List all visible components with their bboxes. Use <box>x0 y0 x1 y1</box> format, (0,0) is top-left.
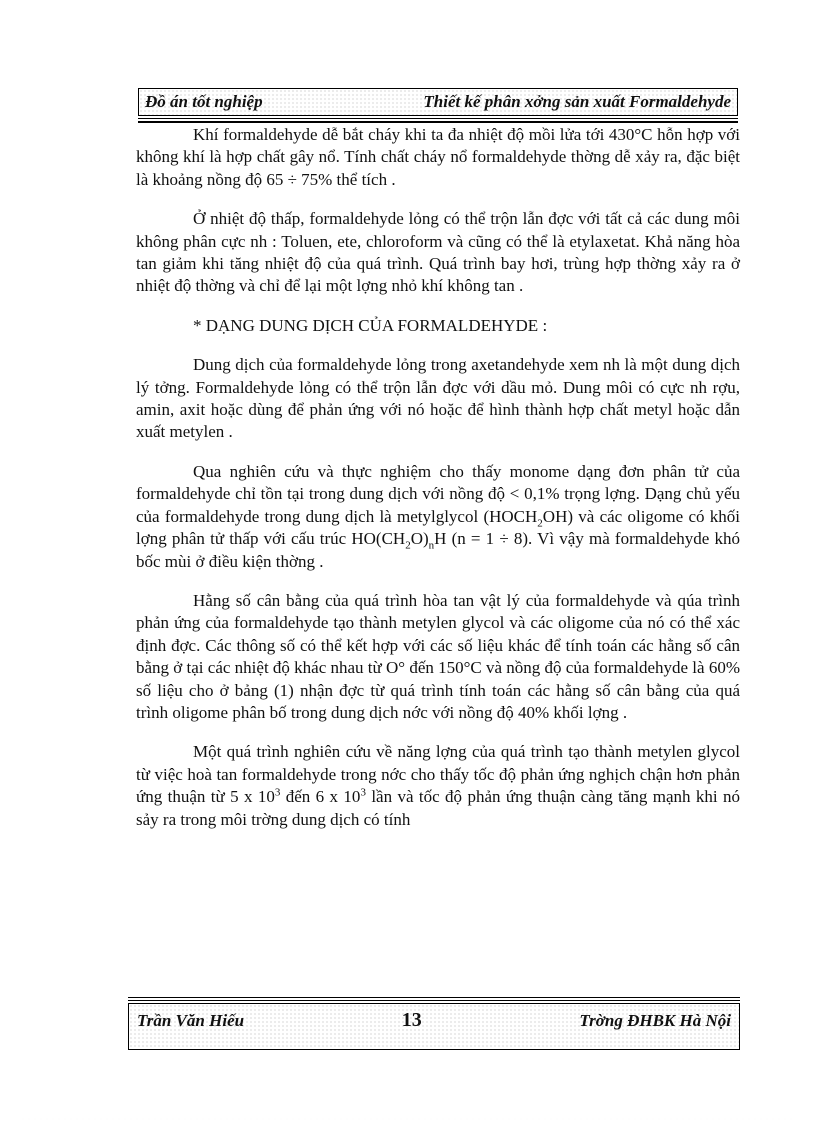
subscript: n <box>428 539 435 552</box>
page-number: 13 <box>401 1009 422 1031</box>
page-edge-dots <box>20 1118 796 1120</box>
paragraph <box>136 461 740 573</box>
section-heading: * DẠNG DUNG DỊCH CỦA FORMALDEHYDE : <box>193 315 548 335</box>
text-run: OH) và các oligome có khối lợng phân tử thấp với cấu trúc HO(CH <box>136 506 740 549</box>
header-left-title: Đồ án tốt nghiệp <box>145 92 263 111</box>
paragraph <box>136 741 740 831</box>
footer-divider <box>128 1000 740 1001</box>
paragraph: Dung dịch của formaldehyde lỏng trong axetandehyde xem nh là một dung dịch lý tởng. Formaldehyde lỏng có thể trộn lẫn đợc với dầu mỏ. Dung môi có cực nh rợu, amin, axit hoặc dùng để phản ứng với nó hoặc để hình thành hợp chất metyl hoặc dẫn xuất metylen . <box>136 355 740 442</box>
footer-line <box>129 1009 739 1032</box>
paragraph: Hằng số cân bằng của quá trình hòa tan vật lý của formaldehyde và qúa trình phản ứng của formaldehyde tạo thành metylen glycol và các oligome của nó có thể xác định đợc. Các thông số có thể kết hợp với các số liệu khác để tính toán các hằng số cân bằng ở tại các nhiệt độ khác nhau từ O° đến 150°C và nồng độ của formaldehyde là 60% số liệu cho ở bảng (1) nhận đợc từ quá trình tính toán các hằng số cân bằng của quá trình oligome phân bố trong dung dịch nớc với nồng độ 40% khối lợng . <box>136 590 740 722</box>
page-footer <box>128 1003 740 1050</box>
footer-school: Trờng ĐHBK Hà Nội <box>579 1010 731 1030</box>
body-content <box>136 124 740 831</box>
page-header <box>138 88 738 116</box>
footer-author: Trần Văn Hiếu <box>137 1010 245 1030</box>
text-run: H (n = 1 ÷ 8). Vì vậy mà formaldehyde khó bốc mùi ở điều kiện thờng . <box>136 529 740 571</box>
header-right-title: Thiết kế phân xởng sản xuất Formaldehyde <box>423 92 731 111</box>
text-run: Một quá trình nghiên cứu về năng lợng của quá trình tạo thành metylen glycol từ việc hoà tan formaldehyde trong nớc cho thấy tốc độ phản ứng nghịch chận hơn phản ứng thuận từ 5 x 10 <box>136 742 740 807</box>
header-divider-thick <box>138 121 738 123</box>
subscript: 2 <box>405 539 411 552</box>
subscript: 2 <box>537 517 543 530</box>
superscript: 3 <box>360 786 366 799</box>
paragraph: Ở nhiệt độ thấp, formaldehyde lỏng có thể trộn lẫn đợc với tất cả các dung môi không phân cực nh : Toluen, ete, chloroform và cũng có thể là etylaxetat. Khả năng hòa tan giảm khi tăng nhiệt độ của quá trình. Quá trình bay hơi, trùng hợp thờng xảy ra ở nhiệt độ thờng và chỉ để lại một lợng nhỏ khí không tan . <box>136 209 740 296</box>
superscript: 3 <box>274 786 281 799</box>
text-run: đến 6 x 10 <box>280 787 361 807</box>
footer-divider <box>128 997 740 998</box>
header-divider <box>138 118 738 119</box>
text-run: O) <box>410 529 429 549</box>
text-run: lần và tốc độ phản ứng thuận càng tăng mạnh khi nó sảy ra trong môi trờng dung dịch có tính <box>136 787 741 829</box>
text-run: Qua nghiên cứu và thực nghiệm cho thấy monome dạng đơn phân tử của formaldehyde chỉ tồn tại trong dung dịch với nồng độ < 0,1% trọng lợng. Dạng chủ yếu của formaldehyde trong dung dịch là metylglycol (HOCH <box>136 461 740 526</box>
paragraph: Khí formaldehyde dễ bắt cháy khi ta đa nhiệt độ mồi lửa tới 430°C hỗn hợp với không khí là hợp chất gây nổ. Tính chất cháy nổ formaldehyde thờng dễ xảy ra, đặc biệt là khoảng nồng độ 65 ÷ 75% thể tích . <box>136 125 740 189</box>
